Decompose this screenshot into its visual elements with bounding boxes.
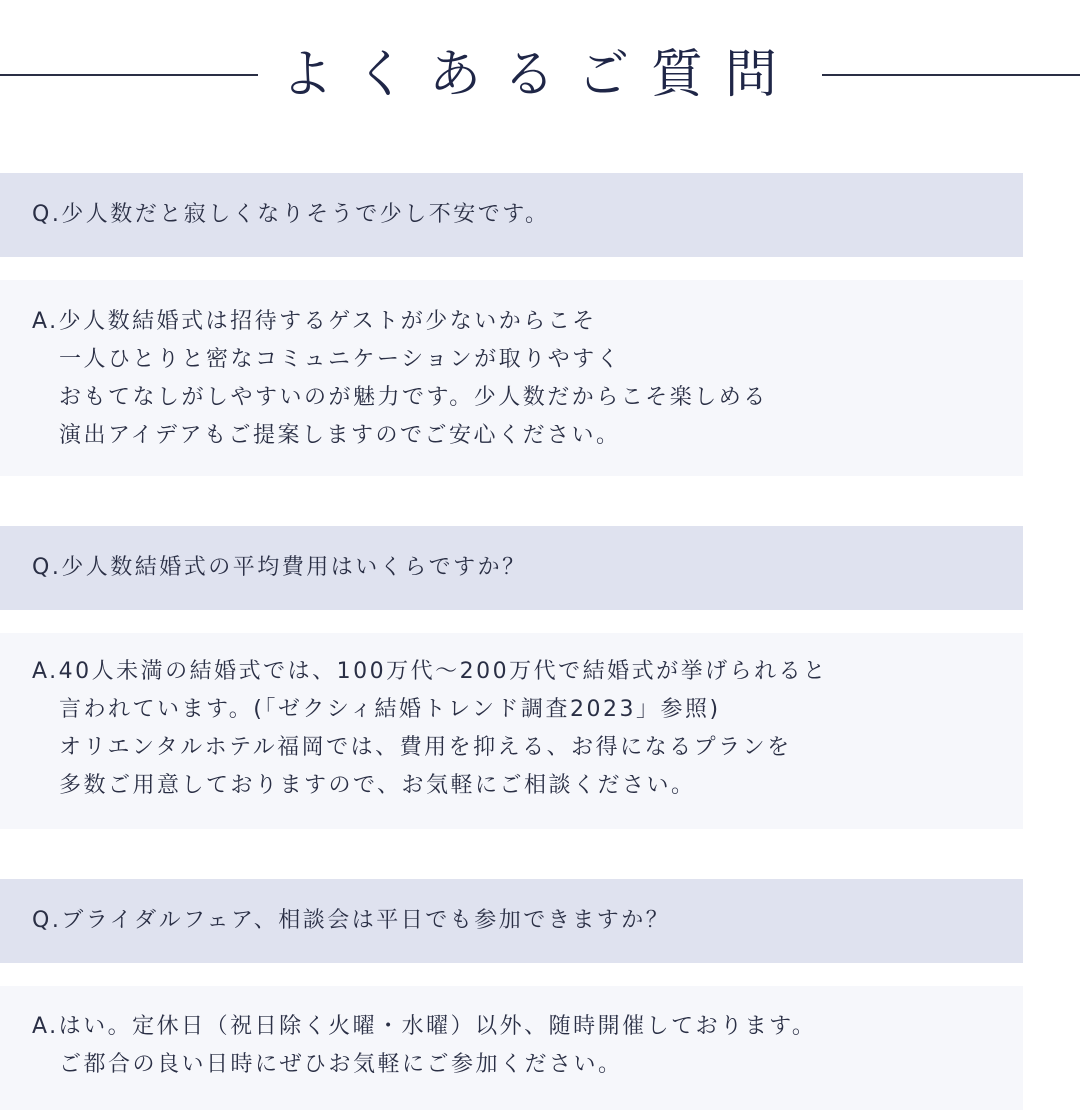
- answer-line: A.40人未満の結婚式では、100万代〜200万代で結婚式が挙げられると: [32, 659, 828, 684]
- answer-line: 演出アイデアもご提案しますのでご安心ください。: [59, 423, 621, 448]
- faq-question-1: [0, 173, 1023, 257]
- page-title: よくあるご質問: [280, 45, 799, 105]
- title-divider-left: [0, 74, 258, 76]
- answer-line: A.はい。定休日（祝日除く火曜・水曜）以外、随時開催しております。: [32, 1014, 817, 1039]
- question-text: Q.ブライダルフェア、相談会は平日でも参加できますか？: [32, 908, 671, 933]
- faq-answer-3: [0, 986, 1023, 1110]
- question-text: Q.少人数結婚式の平均費用はいくらですか？: [32, 555, 527, 580]
- faq-question-2: [0, 526, 1023, 610]
- question-text: Q.少人数だと寂しくなりそうで少し不安です。: [32, 202, 550, 227]
- answer-line: 一人ひとりと密なコミュニケーションが取りやすく: [59, 347, 622, 372]
- answer-line: オリエンタルホテル福岡では、費用を抑える、お得になるプランを: [59, 735, 792, 760]
- title-divider-right: [822, 74, 1080, 76]
- answer-line: 言われています。(「ゼクシィ結婚トレンド調査2023」参照): [59, 697, 721, 722]
- answer-line: ご都合の良い日時にぜひお気軽にご参加ください。: [59, 1052, 623, 1077]
- faq-question-3: [0, 879, 1023, 963]
- answer-line: おもてなしがしやすいのが魅力です。少人数だからこそ楽しめる: [59, 385, 768, 410]
- faq-answer-2: [0, 633, 1023, 829]
- answer-line: A.少人数結婚式は招待するゲストが少ないからこそ: [32, 309, 597, 334]
- faq-answer-1: [0, 280, 1023, 476]
- answer-line: 多数ご用意しておりますので、お気軽にご相談ください。: [59, 773, 696, 798]
- page-header: [0, 30, 1080, 120]
